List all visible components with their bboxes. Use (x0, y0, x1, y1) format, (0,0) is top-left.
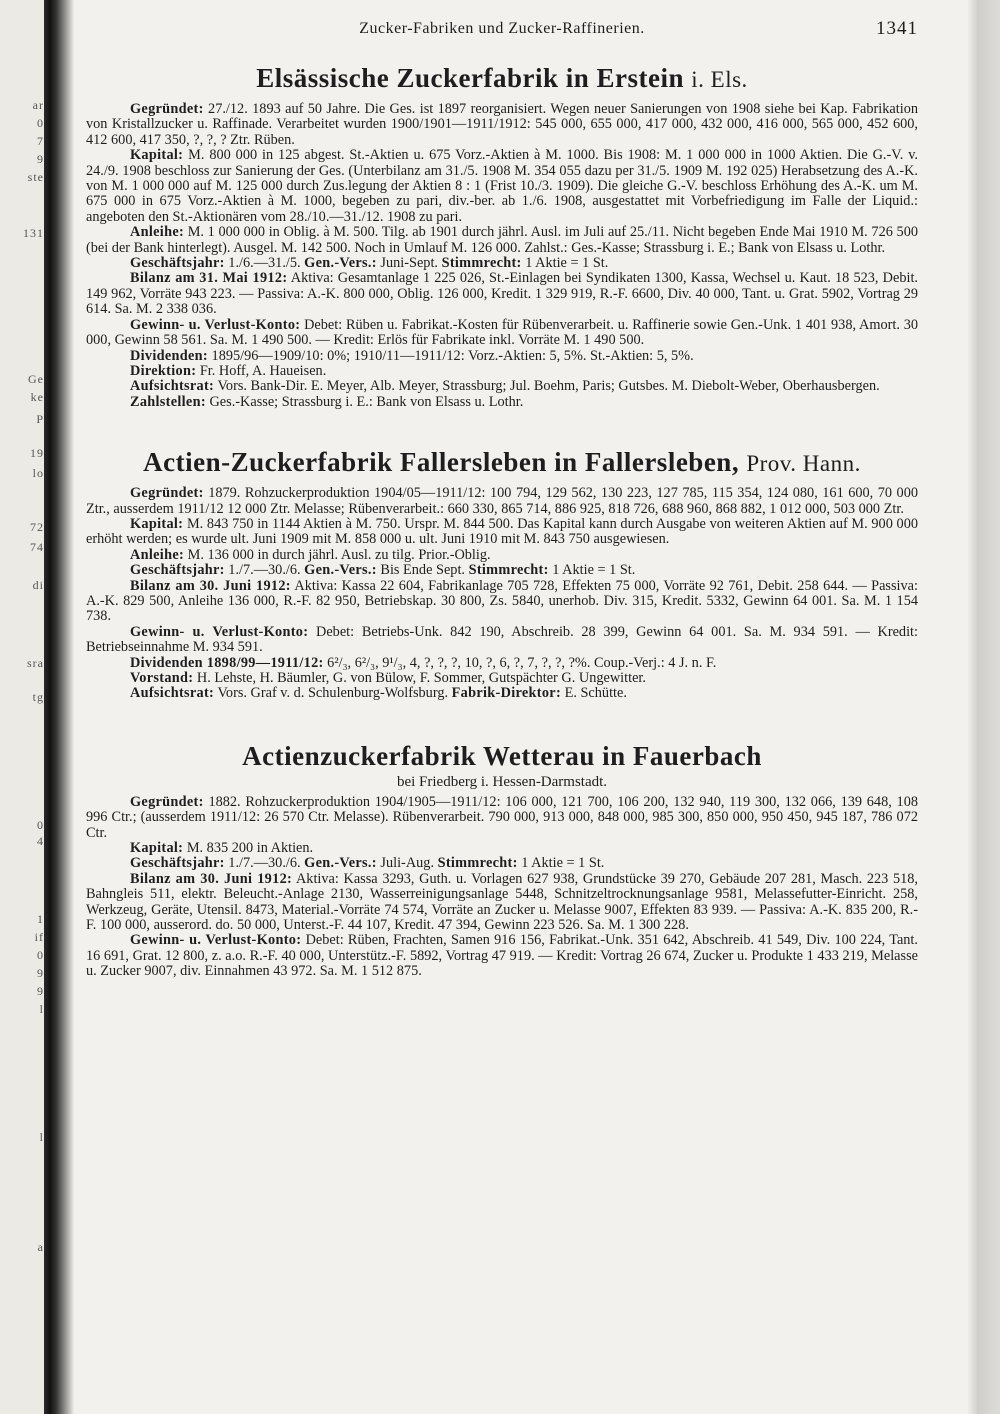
margin-fragment: 19 (30, 446, 44, 460)
entry-aufsichtsrat: Aufsichtsrat: Vors. Graf v. d. Schulenburg-Wolfsburg. Fabrik-Direktor: E. Schütte. (130, 685, 627, 702)
margin-fragment: 131 (23, 226, 44, 240)
margin-fragment: tg (32, 690, 44, 704)
entry-kapital: Kapital: M. 835 200 in Aktien. (130, 840, 314, 857)
entry-anleihe: Anleihe: M. 1 000 000 in Oblig. à M. 500. Tilg. ab 1901 durch jährl. Ausl. im Juli auf 25./11. Nicht begeben Ende Mai 1910 M. 726 500 (bei der Bank hinterlegt). Ausgel. M. 142 500. Noch in Umlauf M. 126 000. Zahlst.: Ges.-Kasse; Strassburg i. E.; Bank von Elsass u. Lothr. (86, 224, 918, 256)
document-page (86, 16, 918, 980)
entry-gegruendet: Gegründet: 1879. Rohzuckerproduktion 1904/05—1911/12: 100 794, 129 562, 130 223, 127 785, 115 354, 124 080, 161 600, 70 000 Ztr., ausserdem 1911/12 12 000 Ztr. Melasse; Rübenverarbeit.: 660 330, 865 714, 886 925, 818 726, 688 960, 868 882, 1 012 000, 503 000 Ztr. (86, 485, 918, 517)
margin-fragment: 9 (37, 966, 44, 980)
company-title: Elsässische Zuckerfabrik in Erstein i. Els. (256, 63, 748, 93)
entry-gewinn-verlust: Gewinn- u. Verlust-Konto: Debet: Betriebs-Unk. 842 190, Abschreib. 28 399, Gewinn 64 001. Sa. M. 934 591. — Kredit: Betriebseinnahme M. 934 591. (86, 623, 918, 656)
margin-fragment: 72 (30, 520, 44, 534)
entry-kapital: Kapital: M. 800 000 in 125 abgest. St.-Aktien u. 675 Vorz.-Aktien à M. 1000. Bis 1908: M. 1 000 000 in 1000 Aktien. Die G.-V. v. 24./9. 1908 beschloss zur Sanierung der Ges. (Unterbilanz am 31./5. 1908 M. 354 055 dazu per 31./5. 1909 M. 192 025) Herabsetzung des A.-K. von M. 1 000 000 auf M. 125 000 durch Zus.legung der Aktien 8 : 1 (Frist 10./3. 1909). Die gleiche G.-V. beschloss Erhöhung des A.-K. um M. 675 000 in 675 Vorz.-Aktien à M. 1000, begeben zu pari, div.-ber. ab 1./6. 1908, ausgestattet mit Vorbefriedigung im Falle der Liquid.: angeboten den St.-Aktionären vom 28./10.—31./12. 1908 zu pari. (86, 147, 918, 225)
margin-fragment: di (32, 578, 44, 592)
company-title-location: Prov. Hann. (746, 451, 861, 477)
company-entry-fallersleben (86, 446, 918, 702)
entry-kapital: Kapital: M. 843 750 in 1144 Aktien à M. 750. Urspr. M. 844 500. Das Kapital kann durch Ausgabe von weiteren Aktien auf M. 900 000 erhöht werden; es wurde ult. Juni 1909 mit M. 858 000 u. ult. Juni 1910 mit M. 843 750 ausgewiesen. (86, 515, 918, 548)
running-header (86, 16, 918, 46)
margin-fragment: l (39, 1130, 44, 1144)
margin-fragment: sra (27, 656, 44, 670)
page-edge (968, 0, 1000, 1414)
entry-gegruendet: Gegründet: 27./12. 1893 auf 50 Jahre. Die Ges. ist 1897 reorganisiert. Wegen neuer Sanierungen von 1908 siehe bei Kap. Fabrikation von Kristallzucker u. Raffinade. Verarbeitet wurden 1900/1901—1911/1912: 545 000, 655 000, 417 000, 432 000, 416 000, 565 000, 452 600, 412 600, 417 350, ?, ?, ? Ztr. Rüben. (86, 101, 918, 148)
margin-fragment: 0 (37, 116, 44, 130)
margin-fragment: 7 (37, 134, 44, 148)
margin-fragment: l (39, 1002, 44, 1016)
margin-fragment: if (34, 930, 44, 944)
margin-fragment: 4 (37, 834, 44, 848)
adjacent-page-margin (0, 0, 46, 1414)
margin-fragment: P (36, 412, 44, 426)
margin-fragment: 0 (37, 948, 44, 962)
margin-fragment: ke (30, 390, 44, 404)
margin-fragment: lo (32, 466, 44, 480)
margin-fragment: 74 (30, 540, 44, 554)
book-gutter-shadow (44, 0, 74, 1414)
company-title: Actienzuckerfabrik Wetterau in Fauerbach (242, 740, 762, 771)
entry-vorstand: Vorstand: H. Lehste, H. Bäumler, G. von Bülow, F. Sommer, Gutspächter G. Ungewitter. (130, 670, 646, 686)
entry-gegruendet: Gegründet: 1882. Rohzuckerproduktion 1904/1905—1911/12: 106 000, 121 700, 106 200, 132 940, 119 300, 132 066, 139 648, 108 996 Ctr.; (ausserdem 1911/12: 26 570 Ctr. Melasse). Rübenverarbeit. 790 000, 913 000, 848 000, 985 300, 850 000, 950 450, 945 187, 786 072 Ctr. (86, 793, 918, 841)
margin-fragment: Ge (28, 372, 44, 386)
margin-fragment: 9 (37, 984, 44, 998)
company-entry-erstein (86, 62, 918, 410)
entry-direktion: Direktion: Fr. Hoff, A. Haueisen. (130, 362, 327, 379)
entry-geschaeftsjahr: Geschäftsjahr: 1./7.—30./6. Gen.-Vers.: Juli-Aug. Stimmrecht: 1 Aktie = 1 St. (130, 855, 605, 872)
margin-fragment: a (37, 1240, 44, 1254)
company-title-location: i. Els. (691, 67, 748, 92)
entry-gewinn-verlust: Gewinn- u. Verlust-Konto: Debet: Rüben, Frachten, Samen 916 156, Fabrikat.-Unk. 351 642, Abschreib. 41 549, Div. 100 224, Tant. 16 691, Grat. 12 800, z. a.o. R.-F. 40 000, Unterstütz.-F. 5892, Vortrag 47 919. — Kredit: Vortrag 26 674, Zucker u. Produkte 1 433 219, Melasse u. Zucker 9007, div. Einnahmen 43 972. Sa. M. 1 512 875. (86, 932, 918, 980)
margin-fragment: 9 (37, 152, 44, 166)
company-title: Actien-Zuckerfabrik Fallersleben in Fallersleben, Prov. Hann. (143, 447, 861, 478)
entry-bilanz: Bilanz am 30. Juni 1912: Aktiva: Kassa 22 604, Fabrikanlage 705 728, Effekten 75 000, Vorräte 92 761, Debit. 258 644. — Passiva: A.-K. 829 500, Anleihe 136 000, R.-F. 82 950, Betriebskap. 30 800, Zs. 5840, unerhob. Div. 315, Kredit. 5332, Gewinn 64 001. Sa. M. 1 154 738. (86, 577, 918, 625)
entry-zahlstellen: Zahlstellen: Ges.-Kasse; Strassburg i. E.: Bank von Elsass u. Lothr. (130, 393, 524, 410)
margin-fragment: 1 (37, 912, 44, 926)
entry-bilanz: Bilanz am 30. Juni 1912: Aktiva: Kassa 3293, Guth. u. Vorlagen 627 938, Grundstücke 39 270, Gebäude 207 281, Masch. 223 518, Bahngleis 511, elektr. Beleucht.-Anlage 2130, Wasserreinigungsanlage 5448, Schnitzeltrocknungsanlage 9581, Melassefutter-Einricht. 258, Werkzeug, Geräte, Utensil. 8473, Material.-Vorräte 74 574, Vorräte an Zucker u. Melasse 9007, Effekten 83 939. — Passiva: A.-K. 835 200, R.-F. 100 000, ausserord. do. 50 000, Unterst.-F. 44 107, Kredit. 47 394, Gewinn 223 526. Sa. M. 1 300 228. (86, 870, 919, 934)
margin-fragment: ar (32, 98, 44, 112)
entry-dividenden: Dividenden: 1895/96—1909/10: 0%; 1910/11—1911/12: Vorz.-Aktien: 5, 5%. St.-Aktien: 5, 5%. (130, 347, 694, 364)
company-subtitle: bei Friedberg i. Hessen-Darmstadt. (396, 773, 608, 790)
entry-dividenden: Dividenden 1898/99—1911/12: 6²/₃, 6²/₃, 9¹/₃, 4, ?, ?, ?, 10, ?, 6, ?, 7, ?, ?, ?%. Coup.-Verj.: 4 J. n. F. (130, 654, 717, 671)
entry-geschaeftsjahr: Geschäftsjahr: 1./7.—30./6. Gen.-Vers.: Bis Ende Sept. Stimmrecht: 1 Aktie = 1 St. (130, 562, 636, 579)
entry-gewinn-verlust: Gewinn- u. Verlust-Konto: Debet: Rüben u. Fabrikat.-Kosten für Rübenverarbeit. u. Raffinerie sowie Gen.-Unk. 1 401 938, Amort. 30 000, Gewinn 58 561. Sa. M. 1 490 500. — Kredit: Erlös für Fabrikate inkl. Vorräte M. 1 490 500. (86, 316, 918, 349)
margin-fragment: 0 (37, 818, 44, 832)
entry-bilanz: Bilanz am 31. Mai 1912: Aktiva: Gesamtanlage 1 225 026, St.-Einlagen bei Syndikaten 1300, Kassa, Wechsel u. Kaut. 18 523, Debit. 149 962, Vorräte 943 223. — Passiva: A.-K. 800 000, Oblig. 126 000, Kredit. 1 329 919, R.-F. 6600, Div. 40 000, Tant. u. Grat. 5902, Vortrag 29 614. Sa. M. 2 338 036. (86, 270, 918, 318)
entry-geschaeftsjahr: Geschäftsjahr: 1./6.—31./5. Gen.-Vers.: Juni-Sept. Stimmrecht: 1 Aktie = 1 St. (130, 255, 609, 272)
page-number: 1341 (876, 18, 918, 39)
entry-anleihe: Anleihe: M. 136 000 in durch jährl. Ausl. zu tilg. Prior.-Oblig. (130, 546, 491, 563)
entry-aufsichtsrat: Aufsichtsrat: Vors. Bank-Dir. E. Meyer, Alb. Meyer, Strassburg; Jul. Boehm, Paris; Gutsbes. M. Diebolt-Weber, Oberhausbergen. (130, 378, 880, 395)
running-title: Zucker-Fabriken und Zucker-Raffinerien. (359, 20, 645, 37)
company-entry-wetterau (86, 740, 918, 980)
margin-fragment: ste (27, 170, 44, 184)
